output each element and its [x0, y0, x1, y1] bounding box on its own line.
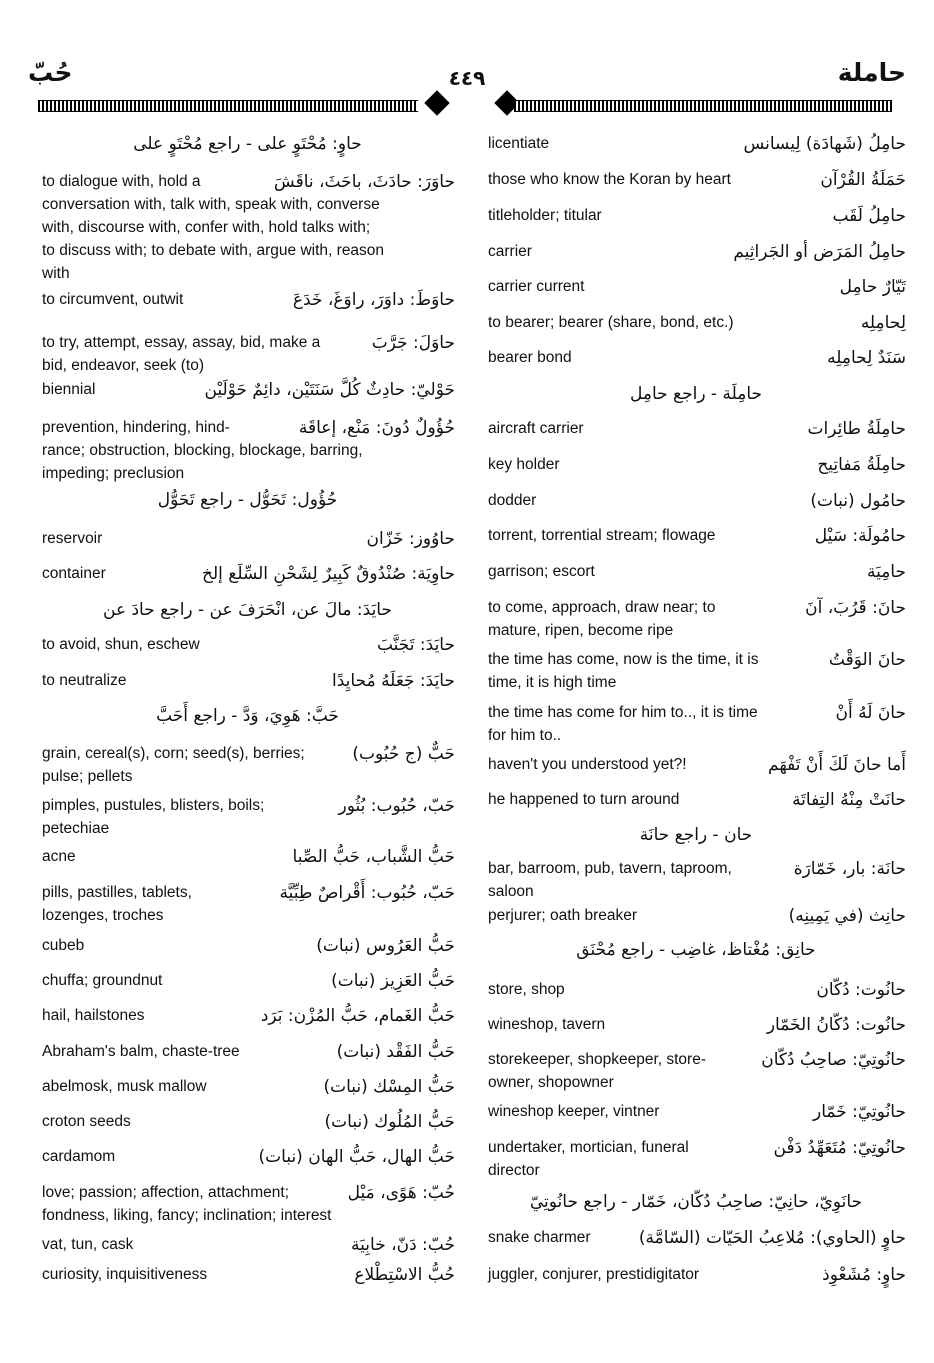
arabic-headword: حاوٍ: مُحْتَوٍ على - راجع مُحْتَوٍ على [133, 134, 362, 154]
arabic-headword: حامِلُ المَرَض أو الجَراثِيم [733, 242, 906, 262]
arabic-headword: حُبّ: هَوًى، مَيْل [347, 1183, 455, 1203]
arabic-headword: حاوَرَ: حادَثَ، باحَثَ، ناقَشَ [273, 172, 455, 192]
english-definition: impeding; preclusion [42, 465, 185, 482]
english-definition: cardamom [42, 1148, 116, 1165]
english-definition: the time has come for him to.., it is time [488, 704, 758, 721]
arabic-headword: حامُولَة: سَيْل [814, 526, 906, 546]
english-definition: licentiate [488, 135, 550, 152]
arabic-headword: حانُوتِيّ: صاحِبُ دُكّان [761, 1050, 906, 1070]
english-definition: lozenges, troches [42, 907, 164, 924]
arabic-headword: حَبٌّ (ج حُبُوب) [352, 744, 455, 764]
english-definition: love; passion; affection, attachment; [42, 1184, 290, 1201]
english-definition: dodder [488, 492, 537, 509]
arabic-headword: حانُوت: دُكّان [816, 980, 906, 1000]
header-rule-right [514, 100, 892, 112]
arabic-headword: حامِلَة - راجع حامِل [629, 384, 763, 404]
english-definition: pills, pastilles, tablets, [42, 884, 192, 901]
arabic-headword: حان - راجع حانَة [639, 825, 753, 845]
arabic-headword: لِحامِلِه [860, 313, 906, 333]
arabic-headword: حامِلُ (شَهادَة) لِيسانس [743, 134, 906, 154]
english-definition: those who know the Koran by heart [488, 171, 731, 188]
arabic-headword: حَبُّ العَرُوس (نبات) [316, 936, 455, 956]
arabic-headword: حَبُّ المُلُوك (نبات) [324, 1112, 455, 1132]
english-definition: biennial [42, 381, 96, 398]
english-definition: to dialogue with, hold a [42, 173, 201, 190]
english-definition: he happened to turn around [488, 791, 680, 808]
english-definition: to circumvent, outwit [42, 291, 184, 308]
arabic-headword: أَما حانَ لَكَ أَنْ تَفْهَم [768, 755, 906, 775]
english-definition: abelmosk, musk mallow [42, 1078, 207, 1095]
english-definition: to come, approach, draw near; to [488, 599, 716, 616]
arabic-headword: حانِث (في يَمِينِه) [788, 906, 906, 926]
arabic-headword: حانَ الوَقْتُ [828, 650, 906, 670]
english-definition: the time has come, now is the time, it is [488, 651, 759, 668]
english-definition: owner, shopowner [488, 1074, 614, 1091]
english-definition: to discuss with; to debate with, argue with, reason [42, 242, 385, 259]
english-definition: store, shop [488, 981, 565, 998]
arabic-headword: حاوُوز: خَزّان [366, 529, 455, 549]
english-definition: director [488, 1162, 540, 1179]
arabic-headword: حَبّ، حُبُوب: بُثُور [338, 796, 455, 816]
english-definition: time, it is high time [488, 674, 617, 691]
english-definition: container [42, 565, 106, 582]
arabic-headword: حاوِيَة: صُنْدُوقٌ كَبِيرٌ لِشَحْنِ السِّلَع إلخ [202, 564, 455, 584]
arabic-headword: حاوَلَ: جَرَّبَ [371, 333, 455, 353]
arabic-headword: سَنَدٌ لِحامِلِه [827, 348, 906, 368]
english-definition: to try, attempt, essay, assay, bid, make a [42, 334, 321, 351]
arabic-headword: حُؤُولٌ دُونَ: مَنْع، إعاقَة [298, 418, 455, 438]
english-definition: petechiae [42, 820, 110, 837]
arabic-headword: حُؤُول: تَحَوُّل - راجع تَحَوُّل [157, 490, 338, 510]
english-definition: bid, endeavor, seek (to) [42, 357, 204, 374]
english-definition: pimples, pustules, blisters, boils; [42, 797, 265, 814]
english-definition: prevention, hindering, hind- [42, 419, 230, 436]
english-definition: juggler, conjurer, prestidigitator [488, 1266, 700, 1283]
arabic-headword: حامِلَةُ مَفاتِيح [817, 455, 906, 475]
english-definition: wineshop, tavern [488, 1016, 606, 1033]
english-definition: fondness, liking, fancy; inclination; interest [42, 1207, 332, 1224]
english-definition: torrent, torrential stream; flowage [488, 527, 716, 544]
english-definition: titleholder; titular [488, 207, 602, 224]
arabic-headword: حانَوِيّ، حانِيّ: صاحِبُ دُكّان، خَمّار - راجع حانُوتِيّ [529, 1192, 863, 1212]
arabic-headword: حانَ: قَرُبَ، آنَ [805, 598, 906, 618]
arabic-headword: حُبُّ الاسْتِطْلاع [354, 1265, 455, 1285]
english-definition: carrier current [488, 278, 585, 295]
arabic-headword: حانِق: مُغْتاظ، غاضِب - راجع مُحْنَق [576, 940, 816, 960]
english-definition: pulse; pellets [42, 768, 133, 785]
english-definition: snake charmer [488, 1229, 591, 1246]
arabic-headword: حايَدَ: جَعَلَهُ مُحايِدًا [332, 671, 455, 691]
english-definition: cubeb [42, 937, 85, 954]
page-number: ٤٤٩ [448, 66, 486, 90]
arabic-headword: حامِلَةُ طائِرات [807, 419, 906, 439]
headword-left: حُبّ [28, 58, 73, 87]
arabic-headword: حامِيَة [866, 562, 906, 582]
arabic-headword: حَبّ، حُبُوب: أَقْراصٌ طِبِّيَّة [279, 883, 455, 903]
diamond-ornament-left [424, 90, 449, 115]
arabic-headword: حاوَطَ: داوَرَ، راوَغَ، خَدَعَ [292, 290, 455, 310]
arabic-headword: حَبُّ الغَمام، حَبُّ المُزْن: بَرَد [260, 1006, 455, 1026]
header-rule-left [38, 100, 418, 112]
arabic-headword: تَيّارٌ حامِل [839, 277, 906, 297]
arabic-headword: حاوٍ (الحاوي): مُلاعِبُ الحَيّات (السّامَّة) [638, 1228, 906, 1248]
arabic-headword: حَوْليّ: حادِثٌ كُلَّ سَنَتَيْن، دائِمٌ حَوْلَيْن [204, 380, 455, 400]
english-definition: wineshop keeper, vintner [488, 1103, 660, 1120]
english-definition: curiosity, inquisitiveness [42, 1266, 208, 1283]
english-definition: bearer bond [488, 349, 572, 366]
english-definition: bar, barroom, pub, tavern, taproom, [488, 860, 732, 877]
english-definition: chuffa; groundnut [42, 972, 163, 989]
english-definition: for him to.. [488, 727, 562, 744]
english-definition: haven't you understood yet?! [488, 756, 687, 773]
arabic-headword: حانُوت: دُكّانُ الخَمّار [766, 1015, 906, 1035]
headword-right: حاملة [837, 58, 906, 87]
english-definition: undertaker, mortician, funeral [488, 1139, 689, 1156]
english-definition: garrison; escort [488, 563, 595, 580]
english-definition: to neutralize [42, 672, 127, 689]
arabic-headword: حَمَلَةُ القُرْآن [820, 170, 906, 190]
english-definition: to bearer; bearer (share, bond, etc.) [488, 314, 734, 331]
arabic-headword: حَبُّ المِسْك (نبات) [323, 1077, 455, 1097]
arabic-headword: حانَة: بار، خَمّارَة [793, 859, 906, 879]
english-definition: with, discourse with, confer with, hold talks with; [42, 219, 371, 236]
arabic-headword: حَبَّ: هَوِيَ، وَدَّ - راجع أَحَبَّ [156, 706, 339, 726]
english-definition: perjurer; oath breaker [488, 907, 638, 924]
english-definition: saloon [488, 883, 534, 900]
english-definition: storekeeper, shopkeeper, store- [488, 1051, 706, 1068]
arabic-headword: حايَدَ: مالَ عن، انْحَرَفَ عن - راجع حادَ عن [103, 600, 392, 620]
english-definition: mature, ripen, become ripe [488, 622, 674, 639]
english-definition: to avoid, shun, eschew [42, 636, 200, 653]
arabic-headword: حَبُّ الشَّباب، حَبُّ الصِّبا [292, 847, 455, 867]
arabic-headword: حامِلُ لَقَب [832, 206, 906, 226]
english-definition: with [42, 265, 70, 282]
arabic-headword: حاوٍ: مُشَعْوِذ [822, 1265, 906, 1285]
arabic-headword: حانُوتِيّ: مُتَعَهِّدُ دَفْن [773, 1138, 906, 1158]
english-definition: hail, hailstones [42, 1007, 145, 1024]
english-definition: aircraft carrier [488, 420, 584, 437]
english-definition: croton seeds [42, 1113, 131, 1130]
arabic-headword: حامُول (نبات) [810, 491, 906, 511]
english-definition: carrier [488, 243, 532, 260]
english-definition: reservoir [42, 530, 103, 547]
english-definition: conversation with, talk with, speak with, converse [42, 196, 380, 213]
english-definition: acne [42, 848, 76, 865]
english-definition: rance; obstruction, blocking, blockage, barring, [42, 442, 363, 459]
arabic-headword: حانَتْ مِنْهُ التِفاتَة [792, 790, 906, 810]
arabic-headword: حانَ لَهُ أَنْ [835, 703, 906, 723]
english-definition: Abraham's balm, chaste-tree [42, 1043, 240, 1060]
english-definition: grain, cereal(s), corn; seed(s), berries; [42, 745, 305, 762]
arabic-headword: حَبُّ العَزِيز (نبات) [331, 971, 455, 991]
arabic-headword: حُبّ: دَنّ، خابِيَة [351, 1235, 455, 1255]
english-definition: key holder [488, 456, 560, 473]
arabic-headword: حَبُّ الفَقْد (نبات) [336, 1042, 455, 1062]
english-definition: vat, tun, cask [42, 1236, 134, 1253]
arabic-headword: حانُوتِيّ: خَمّار [813, 1102, 906, 1122]
arabic-headword: حايَدَ: تَجَنَّبَ [376, 635, 455, 655]
arabic-headword: حَبُّ الهال، حَبُّ الهان (نبات) [258, 1147, 455, 1167]
